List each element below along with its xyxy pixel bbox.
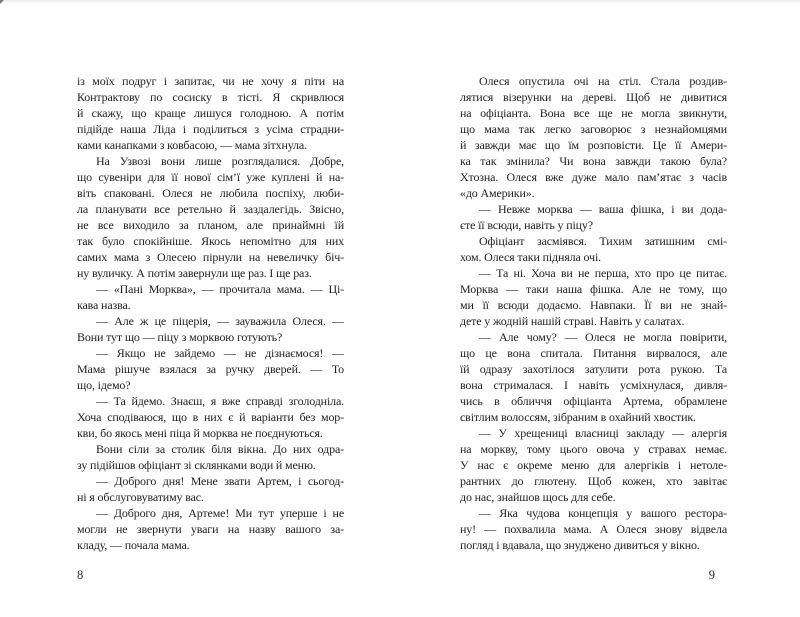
- text-line: так було спокійніше. Якось непомітно для них: [77, 234, 344, 248]
- page-top-edge-shadow: [0, 0, 800, 4]
- text-line: Мама рішуче взялася за ручку дверей. — То: [77, 362, 344, 376]
- text-line: зу підійшов офіціант зі склянками води й меню.: [77, 458, 316, 472]
- text-line: — Та ні. Хоча ви не перша, хто про це питає.: [479, 266, 727, 280]
- text-line: — Доброго дня! Мене звати Артем, і сьогод-: [96, 474, 344, 488]
- text-line: на моркву, тому цього овоча у стравах немає.: [460, 442, 727, 456]
- text-line: — Яка чудова концепція у вашого рестора-: [479, 506, 727, 520]
- text-line: — Доброго дня, Артеме! Ми тут уперше і не: [96, 506, 344, 520]
- text-line: У нас є окреме меню для алергіків і нетоле-: [460, 458, 727, 472]
- text-line: кви, бо якось мені піца й морква не поєднуються.: [77, 426, 323, 440]
- text-line: Олеся опустила очі на стіл. Стала роздив-: [479, 74, 727, 88]
- text-line: й завжди має що їм розповісти. Це її Амери-: [460, 138, 727, 152]
- text-line: Хтозна. Олеся вже дуже мало пам’ятає з часів: [460, 170, 727, 184]
- text-line: й скажу, що краще лишуся голодною. А потім: [77, 106, 344, 120]
- text-line: — Та йдемо. Знаєш, я вже справді зголодніла.: [96, 394, 344, 408]
- text-line: вона стрималася. І навіть усміхнулася, дивля-: [460, 378, 727, 392]
- corner-artifact: [0, 0, 4, 4]
- text-line: хом. Олеся таки підняла очі.: [460, 250, 601, 264]
- text-line: що мама так легко заговорює з незнайомцями: [460, 122, 727, 136]
- text-line: Морква — таки наша фішка. Але не тому, що: [460, 282, 727, 296]
- text-line: — Якщо не зайдемо — не дізнаємося! —: [96, 346, 344, 360]
- right-page-text: [460, 73, 727, 553]
- text-line: світлим волоссям, зібраним в охайний хвостик.: [460, 410, 696, 424]
- text-line: ла планувати все ретельно й заздалегідь. Звісно,: [77, 202, 344, 216]
- text-line: підійде наша Ліда і поділиться з усіма страдни-: [77, 122, 344, 136]
- text-line: Контрактову по сосиску в тісті. Я скривлюся: [77, 90, 344, 104]
- text-line: «до Америки».: [460, 186, 535, 200]
- text-line: що, ідемо?: [77, 378, 131, 392]
- text-line: ну! — похвалила мама. А Олеся знову відвела: [460, 522, 727, 536]
- left-page-text: [77, 73, 344, 553]
- text-line: дете у жодній нашій страві. Навіть у салатах.: [460, 314, 685, 328]
- text-line: — Але ж це піцерія, — зауважила Олеся. —: [96, 314, 344, 328]
- text-line: їй одразу захотілося затулити рота рукою. Та: [460, 362, 727, 376]
- text-line: Хоча сподіваюся, що в них є й варіанти без мор-: [77, 410, 344, 424]
- text-line: лятися візерунки на дереві. Щоб не дивитися: [460, 90, 727, 104]
- text-line: із моїх подруг і запитає, чи не хочу я піти на: [77, 74, 344, 88]
- text-line: Офіціант засміявся. Тихим затишним смі-: [479, 234, 727, 248]
- text-line: ками канапками з ковбасою, — мама зітхнула.: [77, 138, 307, 152]
- text-line: самих мама з Олесею пірнули на невеличку біч-: [77, 250, 344, 264]
- text-line: погляд і вдавала, що знуджено дивиться у вікно.: [460, 538, 700, 552]
- text-line: до нас, знайшов щось для себе.: [460, 490, 616, 504]
- text-line: єте її всюди, навіть у піцу?: [460, 218, 593, 232]
- text-line: рантних до глютену. Щоб кожен, хто завітає: [460, 474, 727, 488]
- text-line: могли не звернути уваги на назву вашого за-: [77, 522, 344, 536]
- text-line: ми її всюди додаємо. Навпаки. Її ви не знай-: [460, 298, 727, 312]
- text-line: ка так змінила? Чи вона завжди такою була?: [460, 154, 727, 168]
- text-line: ні я обслуговуватиму вас.: [77, 490, 204, 504]
- text-line: ну вуличку. А потім завернули ще раз. І ще раз.: [77, 266, 312, 280]
- text-line: — «Пані Морква», — прочитала мама. — Ці-: [96, 282, 344, 296]
- text-line: на офіціанта. Вона все ще не могла звикнути,: [460, 106, 727, 120]
- text-line: кава назва.: [77, 298, 131, 312]
- text-line: чись в обличчя офіціанта Артема, обрамлене: [460, 394, 727, 408]
- text-line: віть спаковані. Олеся не любила поспіху, люби-: [77, 186, 344, 200]
- text-line: Вони сіли за столик біля вікна. До них одра-: [96, 442, 344, 456]
- page-number-right: 9: [708, 568, 715, 582]
- text-line: що це вона спитала. Питання вирвалося, але: [460, 346, 727, 360]
- text-line: Вони тут що — піцу з морквою готують?: [77, 330, 283, 344]
- text-line: — У хрещениці власниці закладу — алергія: [479, 426, 727, 440]
- text-line: На Узвозі вони лише розглядалися. Добре,: [96, 154, 344, 168]
- page-number-left: 8: [77, 568, 84, 582]
- text-line: — Але чому? — Олеся не могла повірити,: [479, 330, 727, 344]
- text-line: не все виходило за планом, але принаймні їй: [77, 218, 344, 232]
- text-line: — Невже морква — ваша фішка, і ви дода-: [479, 202, 727, 216]
- text-line: кладу, — почала мама.: [77, 538, 190, 552]
- text-line: що сувеніри для її нової сім’ї уже куплені й на-: [77, 170, 344, 184]
